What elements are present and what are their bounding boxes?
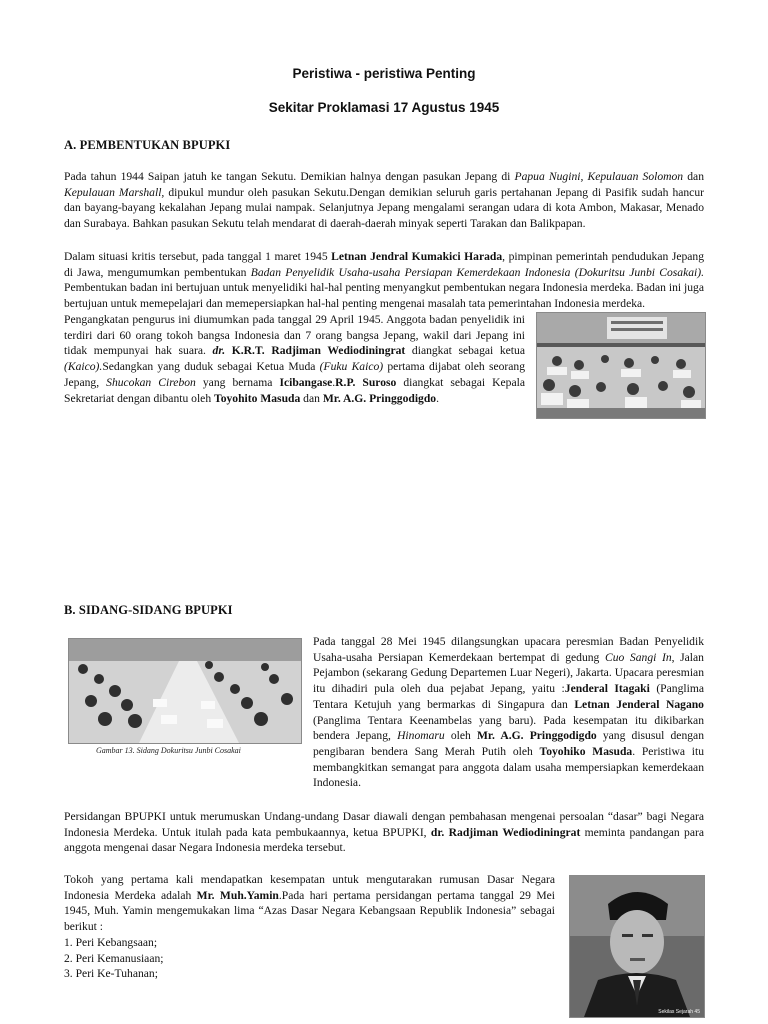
list-item: 3. Peri Ke-Tuhanan; <box>64 967 158 981</box>
sidang-dokuritsu-photo <box>68 638 302 744</box>
list-item: 1. Peri Kebangsaan; <box>64 936 158 949</box>
section-b-heading: B. SIDANG-SIDANG BPUPKI <box>64 603 233 617</box>
meeting-hall-illustration <box>537 313 705 418</box>
list-item: 2. Peri Kemanusiaan; <box>64 951 164 965</box>
section-a-paragraph-3: Pengangkatan pengurus ini diumumkan pada tanggal 29 April 1945. Anggota badan penyelidik ini terdiri dari 60 orang tokoh bangsa Indonesia dan 7 orang bangsa Jepang, wakil dari Jepang ini tidak mempunyai hak suara. dr. K.R.T. Radjiman Wediodiningrat diangkat sebagai ketua (Kaico).Sedangkan yang duduk sebagai Ketua Muda (Fuku Kaico) pertama dijabat oleh seorang Jepang, Shucokan Cirebon yang bernama Icibangase.R.P. Suroso diangkat sebagai Kepala Sekretariat dengan dibantu oleh Toyohito Masuda dan Mr. A.G. Pringgodigdo. <box>64 313 525 405</box>
section-a-paragraph-2: Dalam situasi kritis tersebut, pada tanggal 1 maret 1945 Letnan Jendral Kumakici Harada, pimpinan pemerintah pendudukan Jepang di Jawa, mengumumkan pembentukan Badan Penyelidik Usaha-usaha Persiapan Kemerdekaan Indonesia (Dokuritsu Junbi Cosakai). Pembentukan badan ini bertujuan untuk menyelidiki hal-hal penting menyangkut pembentukan negara Indonesia merdeka. Badan ini juga bertujuan untuk memepelajari dan memepersiapkan hal-hal penting mengenai masalah tata pemerintahan Indonesia merdeka. <box>64 250 705 311</box>
portrait-illustration <box>570 876 704 1017</box>
section-b-paragraph-2: Persidangan BPUPKI untuk merumuskan Undang-undang Dasar diawali dengan pembahasan mengenai persoalan “dasar” bagi Negara Indonesia Merdeka. Untuk itulah pada kata pembukaannya, ketua BPUPKI, dr. Radjiman Wediodiningrat meminta pandangan para anggota mengenai dasar Negara Indonesia merdeka tersebut. <box>64 810 704 855</box>
section-a-paragraph-1: Pada tahun 1944 Saipan jatuh ke tangan Sekutu. Demikian halnya dengan pasukan Jepang di Papua Nugini, Kepulauan Solomon dan Kepulauan Marshall, dipukul mundur oleh pasukan Sekutu.Dengan demikian seluruh garis pertahanan Jepang di Pasifik sudah hancur dan bayang-bayang kekalahan Jepang mulai nampak. Selanjutnya Jepang mengalami serangan udara di kota Ambon, Makasar, Menado dan Surabaya. Bahkan pasukan Sekutu telah mendarat di daerah-daerah minyak seperti Tarakan dan Balikpapan. <box>64 170 704 231</box>
sidang-illustration <box>69 639 301 743</box>
document-title: Peristiwa - peristiwa Penting <box>292 66 476 81</box>
muh-yamin-portrait <box>569 875 705 1018</box>
azas-list <box>64 935 164 982</box>
bpupki-meeting-photo <box>536 312 706 419</box>
photo-caption: Gambar 13. Sidang Dokuritsu Junbi Cosakai <box>96 746 241 755</box>
section-b-paragraph-1: Pada tanggal 28 Mei 1945 dilangsungkan upacara peresmian Badan Penyelidik Usaha-usaha Persiapan Kemerdekaan bertempat di gedung Cuo Sangi In, Jalan Pejambon (sekarang Gedung Departemen Luar Negeri), Jakarta. Upacara peresmian itu dihadiri pula oleh dua pejabat Jepang, yaitu :Jenderal Itagaki (Panglima Tentara Ketujuh yang bermarkas di Singapura dan Letnan Jenderal Nagano (Panglima Tentara Keenambelas yang baru). Pada kesempatan itu dikibarkan bendera Jepang, Hinomaru oleh Mr. A.G. Pringgodigdo yang disusul dengan pengibaran bendera Sang Merah Putih oleh Toyohiko Masuda. Peristiwa itu membangkitkan semangat para anggota dalam usaha mempersiapkan kemerdekaan Indonesia. <box>313 635 704 790</box>
photo-credit: Sekilas Sejarah 45 <box>658 1009 700 1015</box>
document-subtitle: Sekitar Proklamasi 17 Agustus 1945 <box>268 100 500 115</box>
section-b-paragraph-3: Tokoh yang pertama kali mendapatkan kesempatan untuk mengutarakan rumusan Dasar Negara Indonesia Merdeka adalah Mr. Muh.Yamin.Pada hari pertama persidangan pertama tanggal 29 Mei 1945, Muh. Yamin mengemukakan lima “Azas Dasar Negara Kebangsaan Republik Indonesia” sebagai berikut : <box>64 873 555 934</box>
section-a-heading: A. PEMBENTUKAN BPUPKI <box>64 138 231 152</box>
